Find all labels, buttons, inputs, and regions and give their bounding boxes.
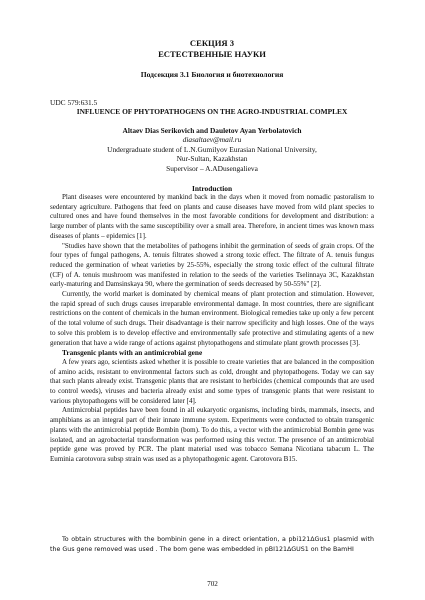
paragraph-1: Plant diseases were encountered by mankind back in the days when it moved from nomadic pastoralism to sedentary agriculture. Pathogens that feed on plants and cause diseases have moved from wild plant species to cultured ones and have found themselves in the most favorable conditions for development and distribution: a large number of plants with the same susceptibility over a small area. Therefore, in ancient times was known mass diseases of plants – epidemics [1].	[50, 193, 374, 240]
affiliation-line-1: Undergraduate student of L.N.Gumilyov Eurasian National University,	[107, 144, 317, 154]
author-block	[50, 126, 374, 173]
paragraph-2: "Studies have shown that the metabolites of pathogens inhibit the germination of seeds of grain crops. Of the four types of fungal pathogens, A. tenuis filtrates showed a strong toxic effect. The filtrate of A. tenuis fungus reduced the germination of wheat varieties by 25-55%, especially the strong toxic effect of the cultural filtrate (CF) of A. tenuis mushroom was manifested in relation to the seeds of the varieties Tselinnaya 3C, Kazakhstan early-maturing and Damsinskaya 90, where the germination of seeds decreased by 50-55%" [2].	[50, 241, 374, 289]
body-text	[50, 193, 374, 465]
subsection-heading: Подсекция 3.1 Биология и биотехнология	[140, 70, 284, 79]
section-number: СЕКЦИЯ 3	[189, 38, 235, 48]
intro-heading: Introduction	[191, 184, 233, 193]
email: diasaltaev@mail.ru	[182, 135, 242, 145]
paper-title: INFLUENCE OF PHYTOPATHOGENS ON THE AGRO-INDUSTRIAL COMPLEX	[76, 107, 348, 116]
affiliation-line-2: Nur-Sultan, Kazakhstan	[176, 154, 248, 164]
page-number: 702	[207, 580, 218, 588]
body-text-continued	[50, 535, 374, 555]
section-heading	[50, 38, 374, 60]
udc-code: UDC 579:631.5	[50, 98, 98, 107]
paragraph-3: Currently, the world market is dominated by chemical means of plant protection and stimulation. However, the rapid spread of such drugs causes irreparable environmental damage. In most countries, there are significant restrictions on the content of chemicals in the human environment. Biological remedies take up only a few percent of the total volume of such drugs. Their disadvantage is their narrow specificity and high losses. One of the ways to solve this problem is to develop effective and environmentally safe protective and stimulating agents of a new generation that have a wide range of actions against phytopathogens and stimulate plant growth processes [3].	[50, 290, 374, 347]
section-name: ЕСТЕСТВЕННЫЕ НАУКИ	[158, 49, 266, 59]
paragraph-5: Antimicrobial peptides have been found in all eukaryotic organisms, including birds, mammals, insects, and amphibians as an integral part of their innate immune system. Experiments were conducted to obtain transgenic plants with the antimicrobial peptide Bombin (bom). To do this, a vector with the antimicrobial Bombin gene was isolated, and an agrobacterial transformation was performed using this vector. The presence of an antimicrobial peptide gene was proved by PCR. The plant material used was tobacco Semana Nicotiana tabacum L. The Euminia carotovora subsp strain was used as a phytopathogenic agent. Carotovora B15.	[50, 406, 374, 463]
authors: Altaev Dias Serikovich and Dauletov Ayan Yerbolatovich	[122, 126, 302, 135]
transgenic-heading: Transgenic plants with an antimicrobial gene	[62, 348, 203, 358]
paragraph-4: A few years ago, scientists asked whether it is possible to create varieties that are balanced in the composition of amino acids, resistant to environmental factors such as cold, drought and phytopathogens. Today we can say that such plants already exist. Transgenic plants that are resistant to herbicides (chemical compounds that are used to control weeds), viruses and bacteria already exist and some types of transgenic plants that were resistant to various phytopathogens will be considered later [4].	[50, 357, 374, 405]
supervisor: Supervisor – A.ADusengalieva	[166, 163, 258, 173]
paragraph-6: To obtain structures with the bombinin gene in a direct orientation, a pbi121ΔGus1 plasmid with the Gus gene removed was used . The bom gene was embedded in pBI121ΔGUS1 on the BamHI	[50, 536, 374, 553]
